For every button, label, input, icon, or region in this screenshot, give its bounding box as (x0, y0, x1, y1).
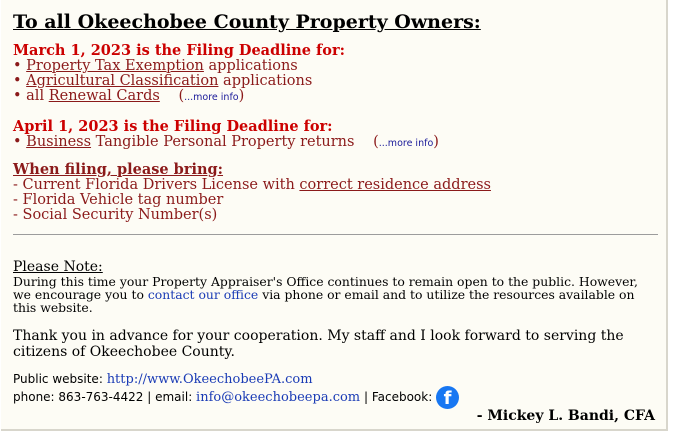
agricultural-classification-link[interactable]: Agricultural Classification (26, 73, 219, 89)
list-item: - Florida Vehicle tag number (13, 192, 224, 208)
march-section (13, 42, 345, 105)
website-line: Public website: http://www.OkeechobeePA.com (13, 372, 313, 387)
april-more-info-link[interactable]: ...more info (378, 138, 434, 149)
march-heading: March 1, 2023 is the Filing Deadline for: (13, 42, 345, 59)
page-title: To all Okeechobee County Property Owners: (13, 11, 481, 33)
april-heading: April 1, 2023 is the Filing Deadline for: (13, 118, 333, 135)
list-item: • Property Tax Exemption applications (13, 58, 298, 74)
divider (13, 234, 658, 235)
more-info-wrapper: (...more info) (178, 88, 245, 104)
bring-section (13, 161, 491, 223)
renewal-cards-link[interactable]: Renewal Cards (48, 88, 160, 104)
correct-residence-address-link[interactable]: correct residence address (299, 177, 491, 193)
list-item: • all Renewal Cards (...more info) (13, 88, 245, 104)
thanks-text: Thank you in advance for your cooperation. My staff and I look forward to serving the citizens of Okeechobee County. (13, 328, 624, 360)
list-item: • Business Tangible Personal Property returns (...more info) (13, 134, 439, 150)
email-link[interactable]: info@okeechobeepa.com (196, 390, 361, 405)
contact-office-link[interactable]: contact our office (147, 287, 259, 302)
facebook-icon[interactable]: f (436, 386, 459, 409)
property-tax-exemption-link[interactable]: Property Tax Exemption (26, 58, 204, 74)
contact-line: phone: 863-763-4422 | email: info@okeechobeepa.com | Facebook: f (13, 386, 459, 409)
april-section (13, 118, 439, 151)
notice-panel (1, 0, 668, 431)
business-link[interactable]: Business (26, 134, 92, 150)
list-item: • Agricultural Classification applications (13, 73, 313, 89)
march-more-info-link[interactable]: ...more info (184, 92, 239, 103)
note-section (13, 259, 649, 314)
bring-heading: When filing, please bring: (13, 161, 224, 178)
note-text: During this time your Property Appraiser's Office continues to remain open to the public. However, we encourage you to contact our office via phone or email and to utilize the resources available on this website. (13, 274, 638, 315)
website-link[interactable]: http://www.OkeechobeePA.com (106, 372, 313, 387)
list-item: - Social Security Number(s) (13, 207, 218, 223)
note-heading: Please Note: (13, 259, 103, 275)
list-item: - Current Florida Drivers License with correct residence address (13, 177, 491, 193)
more-info-wrapper: (...more info) (373, 134, 439, 150)
signature: - Mickey L. Bandi, CFA (476, 408, 655, 424)
